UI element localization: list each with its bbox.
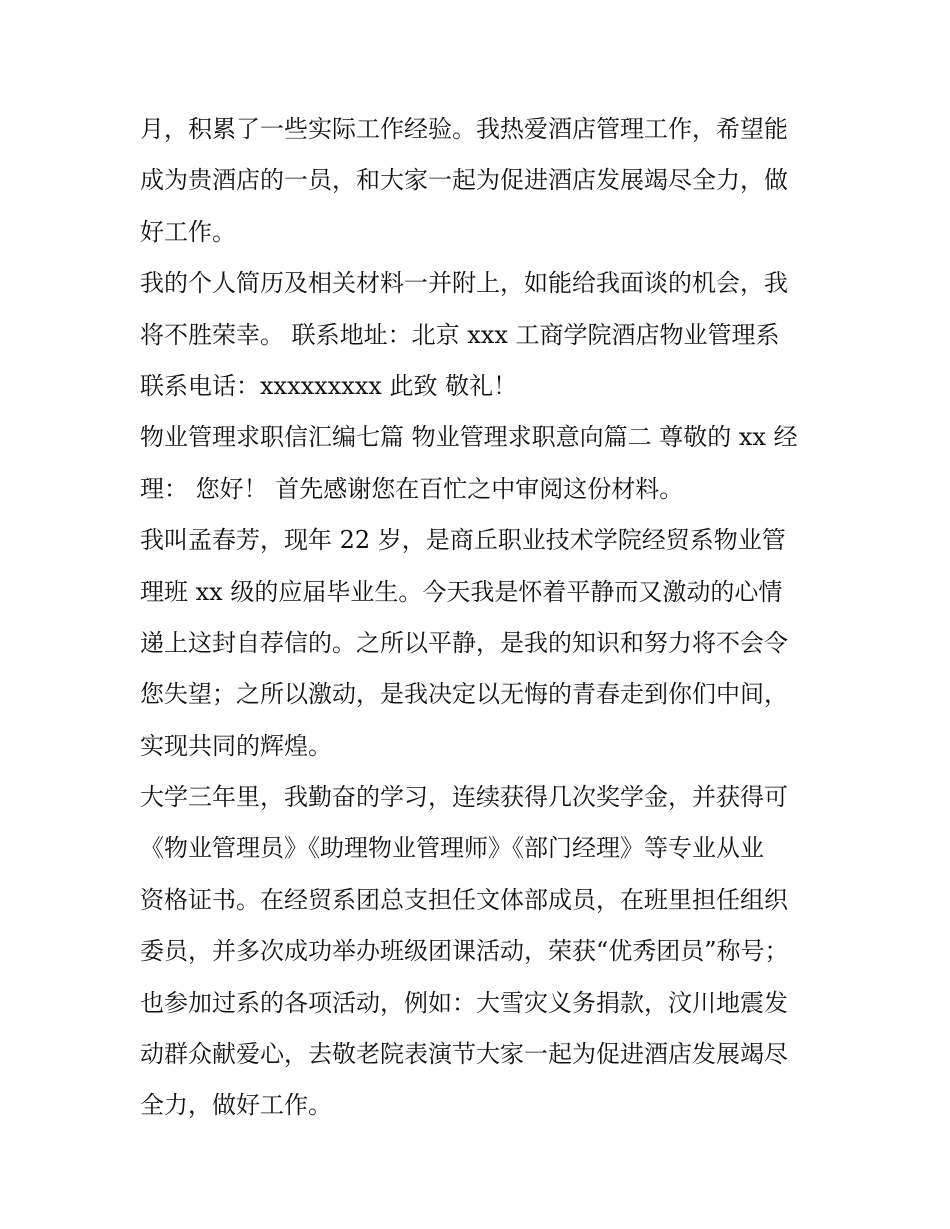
text-line: 递上这封自荐信的。之所以平静，是我的知识和努力将不会令 <box>140 628 788 657</box>
text-line: 您失望；之所以激动，是我决定以无悔的青春走到你们中间， <box>140 680 788 709</box>
text-line: 我叫孟春芳，现年 22 岁，是商丘职业技术学院经贸系物业管 <box>140 526 786 555</box>
text-line: 大学三年里，我勤奋的学习，连续获得几次奖学金，并获得可 <box>140 783 788 812</box>
text-line: 物业管理求职信汇编七篇 物业管理求职意向篇二 尊敬的 xx 经 <box>140 423 798 452</box>
text-line: 好工作。 <box>140 217 236 246</box>
text-line: 理班 xx 级的应届毕业生。今天我是怀着平静而又激动的心情 <box>140 577 783 606</box>
text-line: 理： 您好！ 首先感谢您在百忙之中审阅这份材料。 <box>140 474 684 503</box>
text-line: 成为贵酒店的一员，和大家一起为促进酒店发展竭尽全力，做 <box>140 166 788 195</box>
document-body <box>140 104 820 1132</box>
text-line: 《物业管理员》《助理物业管理师》《部门经理》等专业从业 <box>140 834 764 863</box>
text-line: 全力，做好工作。 <box>140 1091 332 1120</box>
text-line: 将不胜荣幸。 联系地址：北京 xxx 工商学院酒店物业管理系 <box>140 320 780 349</box>
text-line: 委员，并多次成功举办班级团课活动，荣获“优秀团员”称号； <box>140 937 789 966</box>
text-line: 我的个人简历及相关材料一并附上，如能给我面谈的机会，我 <box>140 269 788 298</box>
text-line: 月，积累了一些实际工作经验。我热爱酒店管理工作，希望能 <box>140 115 788 143</box>
text-line: 资格证书。在经贸系团总支担任文体部成员，在班里担任组织 <box>140 885 788 914</box>
text-line: 也参加过系的各项活动，例如：大雪灾义务捐款，汶川地震发 <box>140 988 788 1017</box>
text-line: 实现共同的辉煌。 <box>140 731 332 760</box>
text-line: 动群众献爱心，去敬老院表演节大家一起为促进酒店发展竭尽 <box>140 1040 788 1069</box>
text-line: 联系电话：xxxxxxxxx 此致 敬礼！ <box>140 371 518 400</box>
